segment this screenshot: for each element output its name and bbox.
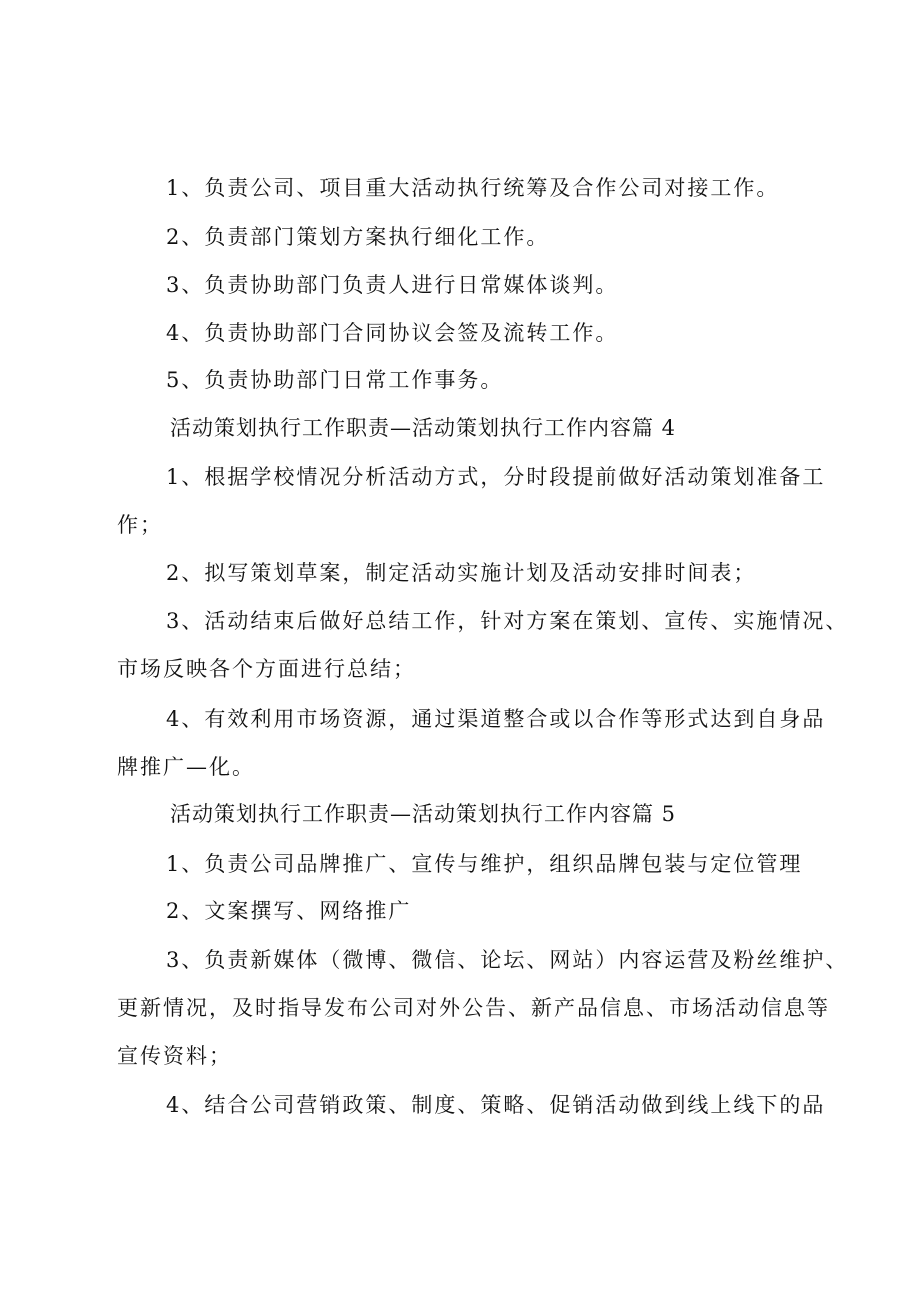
list-item-continuation: 更新情况，及时指导发布公司对外公告、新产品信息、市场活动信息等 [117, 996, 830, 1020]
list-item: 1、根据学校情况分析活动方式，分时段提前做好活动策划准备工 [166, 465, 826, 489]
list-item: 5、负责协助部门日常工作事务。 [166, 368, 504, 392]
list-item: 2、拟写策划草案，制定活动实施计划及活动安排时间表； [166, 561, 757, 585]
list-item: 1、负责公司品牌推广、宣传与维护，组织品牌包装与定位管理 [166, 852, 803, 876]
list-item-continuation: 作； [117, 513, 163, 537]
list-item: 2、文案撰写、网络推广 [166, 899, 412, 923]
section-heading: 活动策划执行工作职责—活动策划执行工作内容篇 5 [170, 802, 677, 826]
list-item: 4、有效利用市场资源，通过渠道整合或以合作等形式达到自身品 [166, 707, 826, 731]
list-item: 4、结合公司营销政策、制度、策略、促销活动做到线上线下的品 [166, 1093, 826, 1117]
list-item: 2、负责部门策划方案执行细化工作。 [166, 225, 550, 249]
list-item: 3、负责新媒体（微博、微信、论坛、网站）内容运营及粉丝维护、 [166, 948, 849, 972]
list-item: 1、负责公司、项目重大活动执行统筹及合作公司对接工作。 [166, 176, 780, 200]
list-item: 4、负责协助部门合同协议会签及流转工作。 [166, 321, 619, 345]
list-item-continuation: 宣传资料； [117, 1044, 232, 1068]
section-heading: 活动策划执行工作职责—活动策划执行工作内容篇 4 [170, 416, 677, 440]
list-item-continuation: 市场反映各个方面进行总结； [117, 657, 416, 681]
list-item-continuation: 牌推广—化。 [117, 755, 255, 779]
list-item: 3、负责协助部门负责人进行日常媒体谈判。 [166, 273, 619, 297]
list-item: 3、活动结束后做好总结工作，针对方案在策划、宣传、实施情况、 [166, 609, 849, 633]
